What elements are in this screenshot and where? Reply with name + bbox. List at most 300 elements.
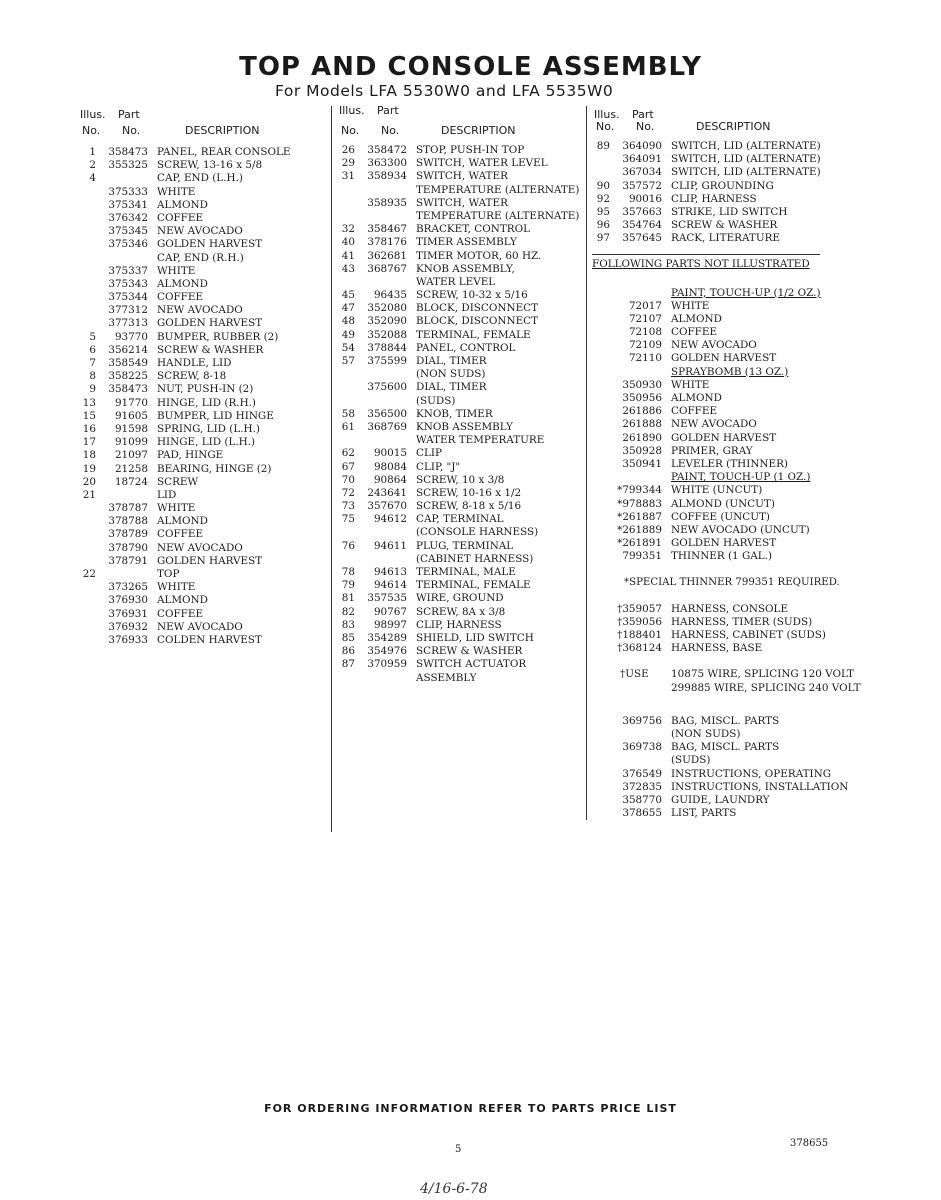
illus-number	[592, 754, 610, 767]
illus-number: 21	[82, 488, 96, 501]
column-divider-1	[331, 106, 332, 832]
part-description: STRIKE, LID SWITCH	[671, 205, 788, 218]
illus-number	[78, 581, 96, 594]
part-description: WHITE	[157, 185, 196, 198]
parts-row	[592, 715, 892, 728]
parts-row	[337, 210, 585, 223]
part-number	[96, 252, 148, 265]
parts-row	[592, 193, 892, 206]
parts-row	[78, 621, 328, 634]
part-description: SCREW, 10 x 3/8	[416, 473, 505, 486]
parts-row	[337, 315, 585, 328]
illus-number: 54	[341, 341, 355, 354]
document-number: 378655	[790, 1138, 829, 1149]
part-number: 375337	[108, 264, 148, 277]
illus-number: 48	[341, 315, 355, 328]
parts-row	[592, 498, 892, 511]
part-number: 377312	[108, 304, 148, 317]
part-description: HARNESS, TIMER (SUDS)	[671, 615, 813, 628]
illus-number	[592, 498, 610, 511]
illus-number: 20	[82, 475, 96, 488]
parts-list-1	[78, 142, 328, 647]
part-description: KNOB ASSEMBLY,	[416, 262, 515, 275]
use-note	[592, 668, 892, 681]
part-description: ALMOND	[671, 312, 722, 325]
part-description: HARNESS, CONSOLE	[671, 602, 789, 615]
parts-row	[592, 352, 892, 365]
part-number	[355, 368, 407, 381]
parts-row	[592, 405, 892, 418]
part-number: 363300	[367, 157, 407, 170]
header-part-no: No.	[122, 124, 141, 137]
illus-number: 86	[341, 645, 355, 658]
illus-number: 41	[341, 249, 355, 262]
parts-row	[337, 250, 585, 263]
part-number	[355, 434, 407, 447]
part-description: WHITE (UNCUT)	[671, 484, 763, 497]
illus-number: 1	[89, 146, 96, 158]
part-number	[610, 728, 662, 741]
parts-row	[337, 197, 585, 210]
part-number: 378791	[108, 554, 148, 567]
part-number: 350930	[622, 378, 662, 391]
part-number: 21097	[114, 449, 148, 462]
parts-row	[78, 581, 328, 594]
parts-row	[78, 172, 328, 185]
illus-number: 96	[596, 219, 610, 232]
illus-number: 18	[82, 449, 96, 462]
part-description: BEARING, HINGE (2)	[157, 462, 272, 475]
part-description: WHITE	[157, 581, 196, 594]
part-number: 368769	[367, 420, 407, 433]
parts-row	[337, 144, 585, 157]
illus-number	[592, 405, 610, 418]
part-description: BAG, MISCL. PARTS	[671, 714, 780, 727]
part-description: TIMER ASSEMBLY	[416, 236, 517, 249]
part-description: HARNESS, BASE	[671, 642, 763, 655]
illus-number: 9	[89, 383, 96, 396]
parts-row	[337, 342, 585, 355]
part-number: †368124	[617, 642, 662, 655]
part-description: CLIP, HARNESS	[416, 618, 502, 631]
illus-number: 61	[341, 420, 355, 433]
part-description: SCREW & WASHER	[157, 343, 264, 356]
parts-row	[592, 166, 892, 179]
header-description: DESCRIPTION	[696, 120, 771, 133]
part-description: COFFEE	[157, 291, 204, 304]
part-description: (SUDS)	[671, 754, 711, 767]
part-description: (NON SUDS)	[671, 727, 741, 740]
part-description: BUMPER, RUBBER (2)	[157, 330, 279, 343]
part-number: *261887	[617, 510, 662, 523]
part-number: 72017	[628, 299, 662, 312]
part-number: 799351	[622, 550, 662, 563]
part-description: BAG, MISCL. PARTS	[671, 741, 780, 754]
illus-number: 89	[596, 140, 610, 152]
parts-row	[592, 616, 892, 629]
part-description: CLIP, HARNESS	[671, 192, 757, 205]
part-description: DIAL, TIMER	[416, 381, 487, 394]
parts-row	[78, 489, 328, 502]
illus-number: 58	[341, 407, 355, 420]
parts-row	[337, 184, 585, 197]
part-description: COFFEE	[157, 607, 204, 620]
part-description: BLOCK, DISCONNECT	[416, 315, 539, 328]
part-description: COFFEE	[671, 405, 718, 418]
parts-row	[337, 645, 585, 658]
parts-row	[592, 418, 892, 431]
illus-number	[337, 553, 355, 566]
part-number	[355, 210, 407, 223]
illus-number	[592, 781, 610, 794]
illus-number	[78, 265, 96, 278]
illus-number	[78, 212, 96, 225]
part-number: 378176	[367, 236, 407, 249]
parts-row	[78, 515, 328, 528]
part-description: BLOCK, DISCONNECT	[416, 302, 539, 315]
part-description: SWITCH, LID (ALTERNATE)	[671, 140, 821, 152]
header-description: DESCRIPTION	[185, 124, 260, 137]
part-description: COLDEN HARVEST	[157, 633, 262, 646]
parts-row	[592, 219, 892, 232]
part-number: 376930	[108, 594, 148, 607]
illus-number	[337, 368, 355, 381]
illus-number	[78, 199, 96, 212]
part-number: 375343	[108, 277, 148, 290]
illus-number	[592, 366, 610, 379]
parts-row	[337, 170, 585, 183]
part-number: 378788	[108, 515, 148, 528]
part-description: COFFEE	[671, 326, 718, 339]
illus-number: 43	[341, 262, 355, 275]
parts-row	[592, 471, 892, 484]
part-number: 358549	[108, 357, 148, 369]
part-number: 358934	[367, 170, 407, 183]
parts-row	[337, 658, 585, 671]
header-illus-no: No.	[596, 120, 615, 133]
part-number: 358225	[108, 370, 148, 383]
parts-row	[337, 355, 585, 368]
parts-row	[337, 592, 585, 605]
illus-number: 81	[341, 592, 355, 605]
parts-row	[592, 432, 892, 445]
part-number: 375346	[108, 238, 148, 251]
part-number: 358770	[622, 793, 662, 806]
part-description: PANEL, REAR CONSOLE	[157, 146, 291, 158]
parts-row	[78, 357, 328, 370]
illus-number	[337, 672, 355, 685]
part-description: SCREW, 10-16 x 1/2	[416, 486, 522, 499]
parts-row	[337, 381, 585, 394]
part-number	[355, 276, 407, 289]
illus-number: 45	[341, 289, 355, 302]
header-illus: Illus.	[339, 104, 365, 117]
part-number: 364090	[622, 140, 662, 152]
parts-row	[592, 537, 892, 550]
part-number: 378787	[108, 502, 148, 515]
parts-row	[337, 566, 585, 579]
illus-number	[78, 608, 96, 621]
illus-number: 22	[82, 568, 96, 580]
parts-row	[337, 395, 585, 408]
part-description: STOP, PUSH-IN TOP	[416, 144, 525, 156]
part-number: 377313	[108, 317, 148, 330]
use-note-label: †USE	[620, 668, 649, 681]
parts-row	[78, 331, 328, 344]
parts-row	[78, 252, 328, 265]
illus-number	[78, 621, 96, 634]
part-description: SCREW, 10-32 x 5/16	[416, 289, 528, 302]
part-number: 375600	[367, 381, 407, 394]
parts-row	[592, 392, 892, 405]
part-number: 72108	[628, 326, 662, 339]
part-number: 91770	[114, 396, 148, 409]
parts-row	[337, 236, 585, 249]
parts-row	[592, 153, 892, 166]
header-illus: Illus.	[80, 108, 106, 121]
part-number: 91598	[114, 422, 148, 435]
parts-row	[592, 379, 892, 392]
part-number	[355, 395, 407, 408]
parts-row	[592, 511, 892, 524]
part-number: 364091	[622, 153, 662, 166]
parts-row	[78, 634, 328, 647]
handwritten-note: 4/16-6-78	[420, 1181, 488, 1197]
parts-row	[78, 304, 328, 317]
illus-number	[592, 537, 610, 550]
part-description: WATER LEVEL	[416, 275, 496, 288]
parts-row	[592, 629, 892, 642]
part-description: NEW AVOCADO	[671, 339, 757, 352]
part-number: 358935	[367, 196, 407, 209]
part-description: NEW AVOCADO	[157, 620, 243, 633]
header-illus-no: No.	[82, 124, 101, 137]
part-number: 243641	[367, 486, 407, 499]
illus-number	[337, 210, 355, 223]
part-number	[355, 184, 407, 197]
part-description: SCREW	[157, 475, 199, 488]
part-description: SCREW, 8-18	[157, 370, 227, 383]
part-description: LID	[157, 488, 177, 501]
parts-row	[78, 436, 328, 449]
parts-row	[337, 487, 585, 500]
part-description: THINNER (1 GAL.)	[671, 550, 773, 563]
illus-number: 85	[341, 631, 355, 644]
illus-number	[78, 542, 96, 555]
illus-number	[78, 304, 96, 317]
parts-row	[337, 526, 585, 539]
illus-number	[592, 484, 610, 497]
parts-row	[78, 291, 328, 304]
parts-row	[78, 186, 328, 199]
illus-number	[592, 768, 610, 781]
parts-row	[337, 461, 585, 474]
illus-number	[592, 616, 610, 629]
parts-row	[78, 608, 328, 621]
part-description: INSTRUCTIONS, INSTALLATION	[671, 780, 849, 793]
parts-row	[337, 157, 585, 170]
illus-number	[337, 184, 355, 197]
illus-number	[78, 515, 96, 528]
part-number: 94611	[373, 539, 407, 552]
part-description: CLIP	[416, 447, 442, 460]
part-number: 350956	[622, 392, 662, 404]
parts-row	[337, 632, 585, 645]
part-description: CLIP, "J"	[416, 460, 461, 473]
parts-row	[337, 263, 585, 276]
part-number: 372835	[622, 780, 662, 793]
illus-number: 7	[89, 357, 96, 369]
part-number: 93770	[114, 330, 148, 343]
part-description: SWITCH, WATER	[416, 170, 508, 183]
part-number: 369738	[622, 741, 662, 754]
special-thinner-note: *SPECIAL THINNER 799351 REQUIRED.	[624, 577, 840, 589]
part-description: WATER TEMPERATURE	[416, 434, 545, 447]
illus-number: 4	[89, 172, 96, 185]
part-number: †188401	[617, 629, 662, 641]
part-description: (CONSOLE HARNESS)	[416, 526, 539, 539]
part-description: SPRAYBOMB (13 OZ.)	[671, 365, 789, 378]
part-description: NEW AVOCADO	[671, 418, 757, 431]
parts-row	[592, 458, 892, 471]
part-number: *261891	[617, 537, 662, 550]
illus-number: 5	[89, 330, 96, 343]
illus-number: 47	[341, 302, 355, 315]
parts-row	[78, 238, 328, 251]
parts-row	[78, 225, 328, 238]
part-number: 90864	[373, 473, 407, 486]
part-number	[96, 489, 148, 502]
part-description: TERMINAL, FEMALE	[416, 328, 531, 341]
column-header-1	[78, 108, 328, 142]
part-description: HANDLE, LID	[157, 357, 232, 369]
parts-row	[337, 421, 585, 434]
part-description: SWITCH, LID (ALTERNATE)	[671, 166, 821, 179]
illus-number: 13	[82, 396, 96, 409]
part-number: 90016	[628, 192, 662, 205]
illus-number: 62	[341, 447, 355, 460]
parts-row	[592, 300, 892, 313]
section-divider	[592, 246, 820, 255]
part-number	[610, 471, 662, 484]
part-number: 261890	[622, 431, 662, 444]
part-number: 352080	[367, 302, 407, 315]
parts-row	[337, 276, 585, 289]
part-number: 90015	[373, 447, 407, 460]
illus-number	[592, 300, 610, 313]
part-number: 376932	[108, 620, 148, 633]
part-description: SWITCH ACTUATOR	[416, 658, 527, 671]
part-number: 357572	[622, 179, 662, 192]
part-description: HINGE, LID (R.H.)	[157, 396, 256, 409]
part-description: SCREW & WASHER	[671, 219, 778, 232]
illus-number: 15	[82, 409, 96, 422]
part-description: COFFEE	[157, 211, 204, 224]
header-description: DESCRIPTION	[441, 124, 516, 137]
part-description: KNOB, TIMER	[416, 407, 493, 420]
part-description: HINGE, LID (L.H.)	[157, 436, 256, 449]
part-description: DIAL, TIMER	[416, 355, 487, 367]
part-number: 356500	[367, 407, 407, 420]
parts-row	[592, 313, 892, 326]
column-header-3	[592, 108, 892, 142]
part-description: ALMOND	[157, 594, 208, 607]
illus-number	[592, 313, 610, 326]
part-description: LIST, PARTS	[671, 807, 737, 820]
part-description: SCREW, 13-16 x 5/8	[157, 159, 263, 172]
part-description: BUMPER, LID HINGE	[157, 409, 274, 422]
part-number: 354764	[622, 219, 662, 232]
illus-number	[592, 153, 610, 166]
parts-row	[592, 768, 892, 781]
illus-number	[337, 276, 355, 289]
illus-number: 17	[82, 436, 96, 449]
part-number: 370959	[367, 658, 407, 671]
part-number: 91605	[114, 409, 148, 422]
part-description: WHITE	[671, 378, 710, 391]
parts-column-2	[337, 104, 585, 685]
illus-number	[337, 395, 355, 408]
illus-number: 82	[341, 605, 355, 618]
parts-row	[337, 579, 585, 592]
illus-number: 32	[341, 223, 355, 236]
part-description: SCREW, 8A x 3/8	[416, 605, 506, 618]
part-description: TERMINAL, FEMALE	[416, 579, 531, 592]
illus-number: 6	[89, 343, 96, 356]
part-description: TOP	[157, 568, 180, 580]
part-description: PRIMER, GRAY	[671, 444, 753, 457]
part-description: RACK, LITERATURE	[671, 232, 781, 245]
part-number: 362681	[367, 249, 407, 262]
part-number: *978883	[617, 497, 662, 510]
part-number: 352088	[367, 328, 407, 341]
part-number	[96, 172, 148, 185]
page-subtitle: For Models LFA 5530W0 and LFA 5535W0	[275, 82, 614, 100]
part-description: TEMPERATURE (ALTERNATE)	[416, 183, 580, 196]
illus-number	[592, 511, 610, 524]
illus-number	[592, 471, 610, 484]
part-number: *261889	[617, 523, 662, 536]
part-number: 378655	[622, 807, 662, 820]
part-number: 378790	[108, 541, 148, 554]
illus-number: 72	[341, 486, 355, 499]
part-description: GOLDEN HARVEST	[157, 554, 263, 567]
part-description: SCREW & WASHER	[416, 645, 523, 658]
part-number: 376549	[622, 767, 662, 780]
part-description: ASSEMBLY	[416, 671, 477, 684]
parts-row	[78, 317, 328, 330]
part-description: INSTRUCTIONS, OPERATING	[671, 767, 832, 780]
part-number: 369756	[622, 714, 662, 727]
illus-number: 26	[341, 144, 355, 156]
illus-number: 83	[341, 618, 355, 631]
illus-number	[337, 526, 355, 539]
illus-number	[592, 642, 610, 655]
part-number: *799344	[617, 484, 662, 497]
use-note-line1: 10875 WIRE, SPLICING 120 VOLT	[671, 668, 854, 681]
part-description: PANEL, CONTROL	[416, 341, 516, 354]
part-description: TERMINAL, MALE	[416, 566, 516, 578]
part-description: WHITE	[671, 299, 710, 312]
part-number: 375345	[108, 225, 148, 238]
parts-row	[337, 223, 585, 236]
parts-row	[592, 550, 892, 563]
illus-number: 78	[341, 566, 355, 578]
parts-row	[78, 542, 328, 555]
parts-row	[592, 287, 892, 300]
parts-row	[592, 339, 892, 352]
illus-number: 29	[341, 157, 355, 170]
